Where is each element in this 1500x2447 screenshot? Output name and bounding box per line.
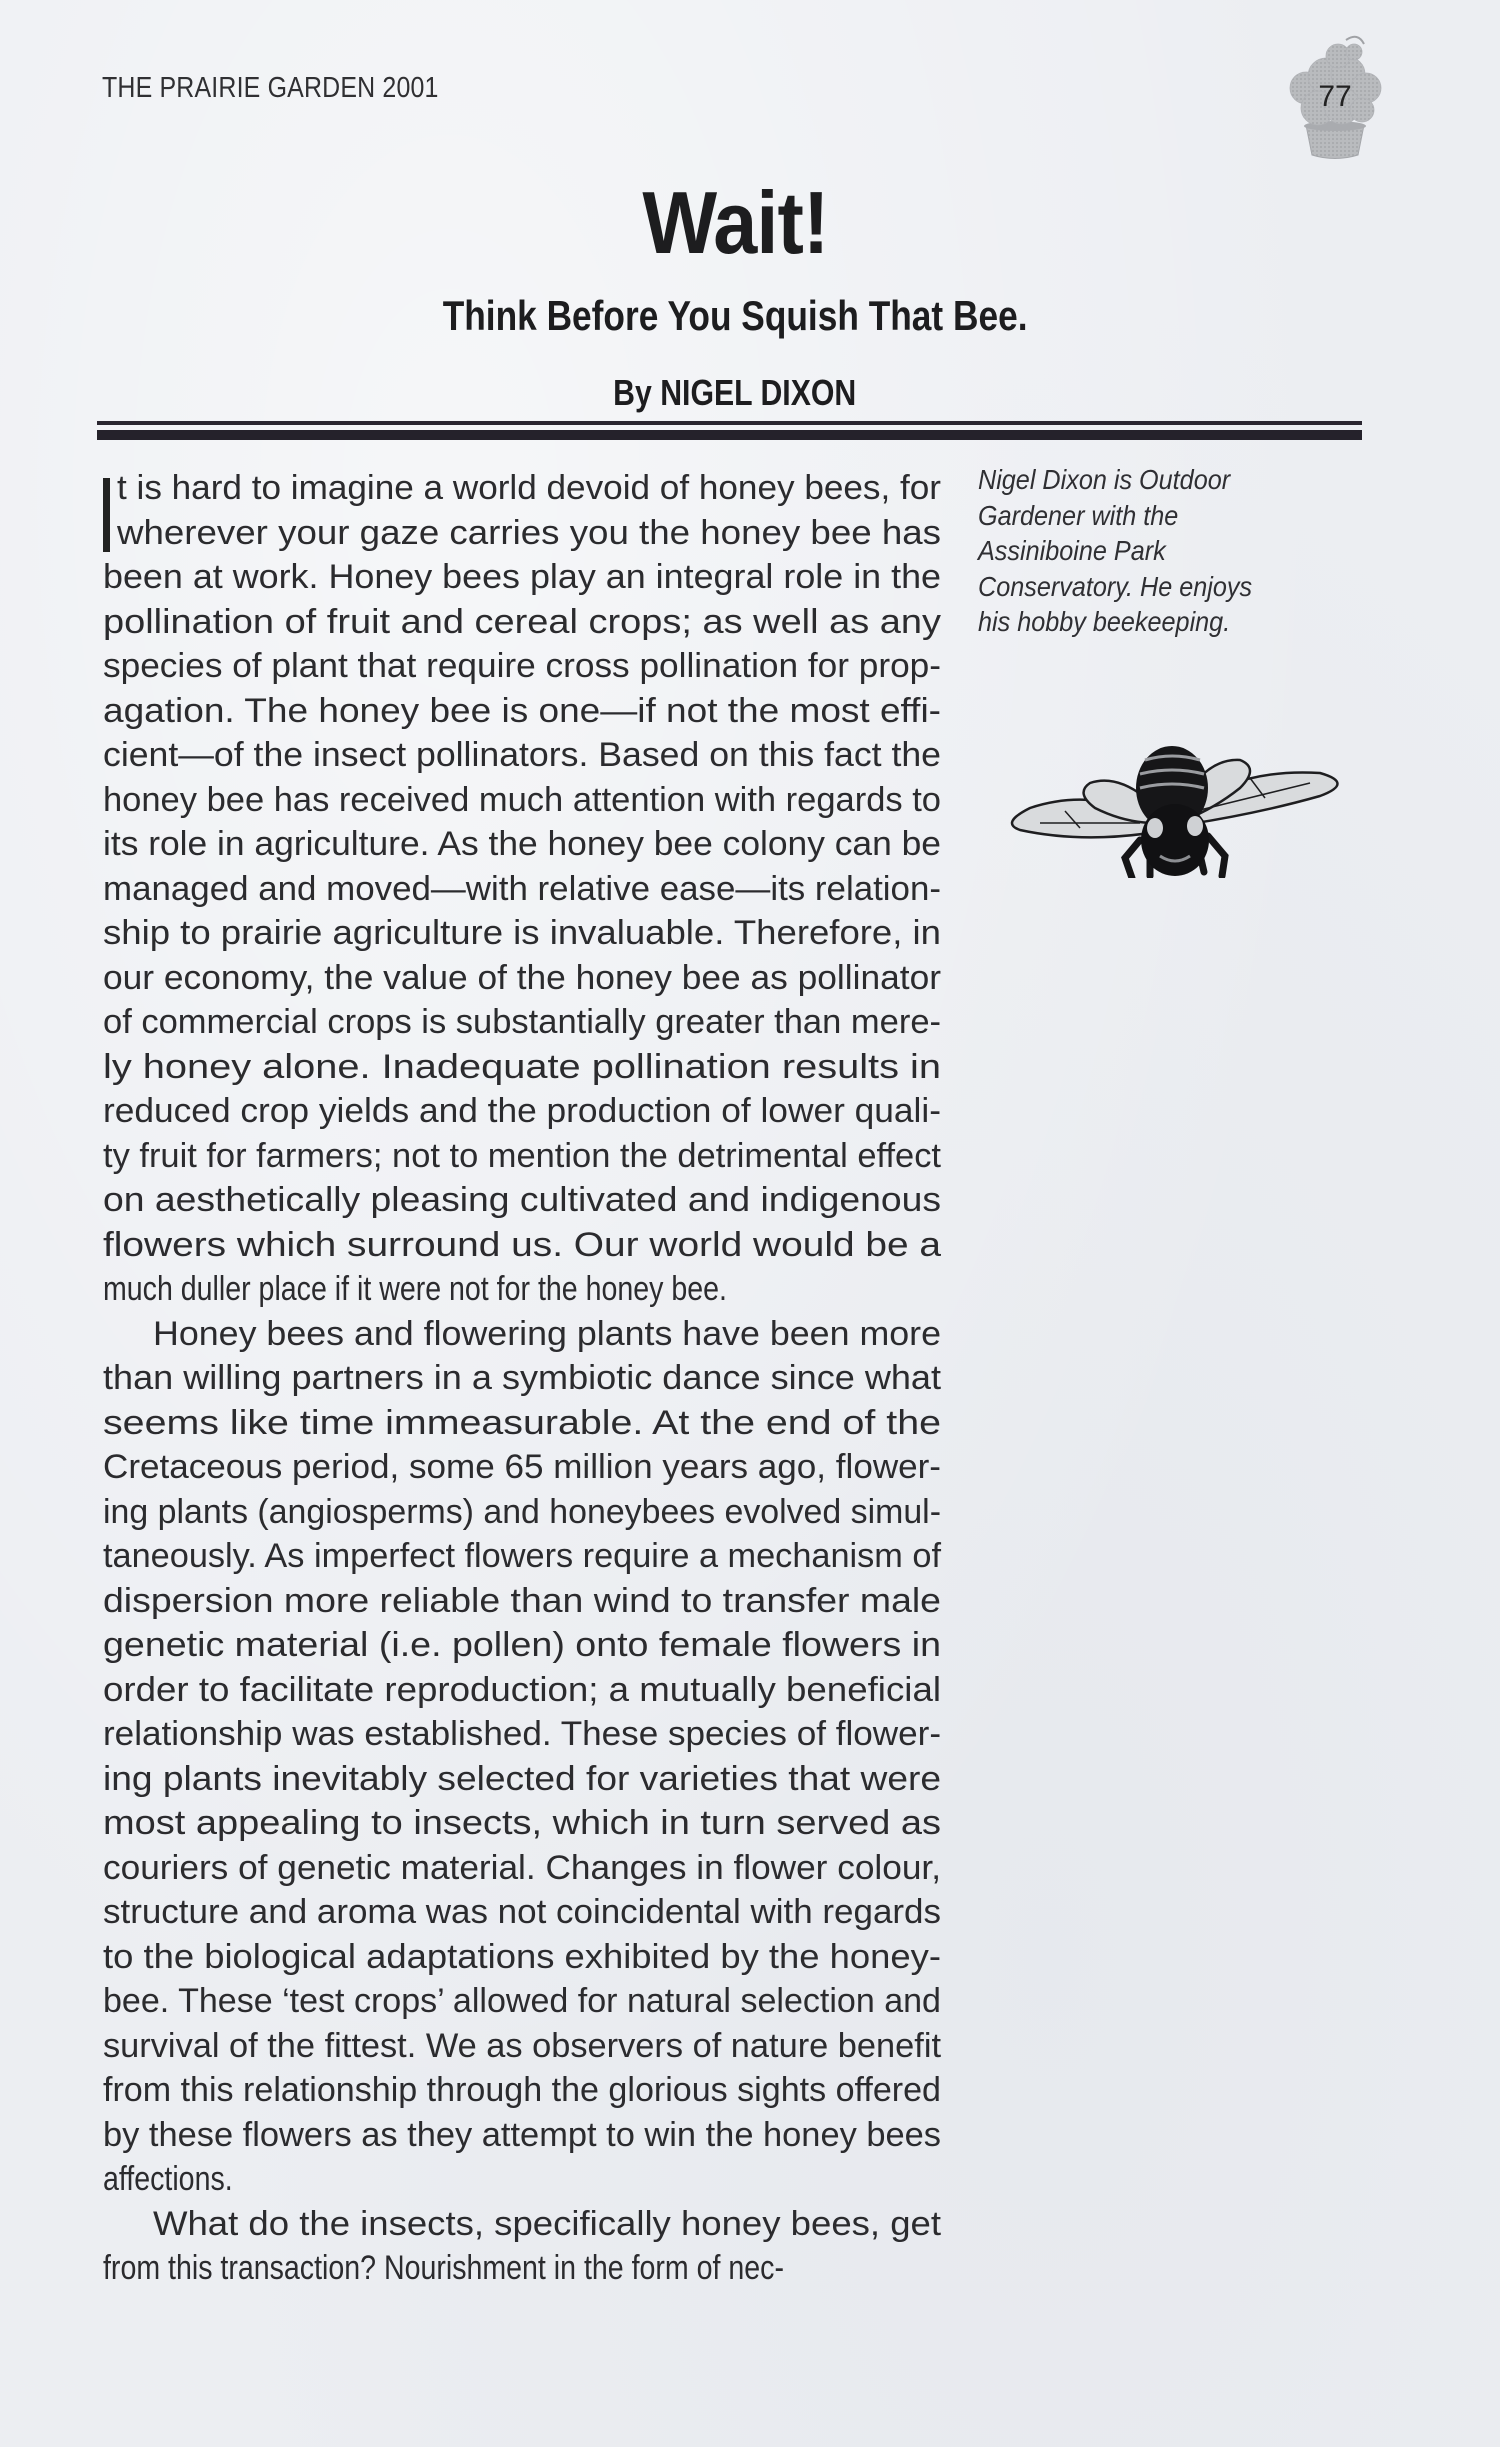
article-line-text: been at work. Honey bees play an integral role in the	[103, 558, 941, 596]
article-line	[103, 2157, 941, 2202]
article-line-text: ing plants (angiosperms) and honeybees evolved simul-	[103, 1492, 941, 1531]
article-line-text: seems like time immeasurable. At the end of the	[103, 1403, 941, 1442]
article-line-text: its role in agriculture. As the honey bee colony can be	[103, 825, 941, 863]
article-line	[103, 1757, 941, 1802]
byline-text: By NIGEL DIXON	[613, 372, 857, 413]
article-line-text: to the biological adaptations exhibited by the honey-	[103, 1937, 941, 1976]
byline	[0, 372, 1470, 414]
article-line	[103, 1490, 941, 1535]
article-line	[103, 822, 941, 867]
article-title	[0, 172, 1470, 274]
article-subtitle	[0, 292, 1470, 340]
article-line	[103, 511, 941, 556]
article-line-text: than willing partners in a symbiotic dance since what	[103, 1359, 942, 1397]
author-bio-line-text: Conservatory. He enjoys	[978, 570, 1253, 602]
article-line-text: ing plants inevitably selected for varieties that were	[103, 1759, 941, 1798]
article-line-text: managed and moved—with relative ease—its relation-	[103, 869, 941, 908]
article-line-text: agation. The honey bee is one—if not the most effi-	[103, 691, 941, 730]
author-bio-line-text: Nigel Dixon is Outdoor	[978, 464, 1231, 495]
article-line-text: Cretaceous period, some 65 million years ago, flower-	[103, 1448, 941, 1486]
article-line	[103, 1979, 941, 2024]
article-line	[103, 1178, 941, 1223]
article-line-text: on aesthetically pleasing cultivated and indigenous	[103, 1181, 941, 1219]
author-bio	[978, 462, 1338, 640]
article-line-text: ty fruit for farmers; not to mention the detrimental effect	[103, 1136, 941, 1175]
article-body	[103, 466, 941, 2291]
article-line-text: structure and aroma was not coincidental with regards	[103, 1893, 941, 1931]
article-line	[103, 466, 941, 511]
article-line-text: What do the insects, specifically honey bees, get	[153, 2204, 941, 2243]
article-line	[103, 1623, 941, 1668]
article-line	[103, 1935, 941, 1980]
article-line	[103, 555, 941, 600]
page-number: 77	[1318, 80, 1352, 113]
article-line	[103, 1712, 941, 1757]
article-line	[103, 2068, 941, 2113]
author-bio-line	[978, 533, 1338, 569]
article-line-text: genetic material (i.e. pollen) onto female flowers in	[103, 1626, 941, 1664]
article-line-text: our economy, the value of the honey bee as pollinator	[103, 958, 941, 997]
author-bio-line	[978, 498, 1338, 534]
article-line-text: flowers which surround us. Our world would be a	[103, 1225, 941, 1264]
article-line	[103, 1312, 941, 1357]
article-line-text: of commercial crops is substantially greater than mere-	[103, 1003, 941, 1041]
article-line-text: honey bee has received much attention with regards to	[103, 780, 941, 819]
article-line-text: species of plant that require cross pollination for prop-	[103, 647, 941, 685]
article-line	[103, 2246, 941, 2291]
article-line	[103, 1267, 941, 1312]
article-line	[103, 1134, 941, 1179]
author-bio-line	[978, 569, 1338, 605]
article-line-text: from this relationship through the glorious sights offered	[103, 2071, 941, 2109]
article-line-text: survival of the fittest. We as observers of nature benefit	[103, 2026, 942, 2065]
article-line-text: reduced crop yields and the production of lower quali-	[103, 1092, 941, 1130]
author-bio-line-text: Assiniboine Park	[978, 535, 1166, 566]
article-title-text: Wait!	[641, 173, 829, 272]
article-line	[103, 600, 941, 645]
article-line-text: wherever your gaze carries you the honey bee has	[117, 513, 941, 552]
article-line-text: dispersion more reliable than wind to transfer male	[103, 1581, 942, 1620]
article-line-text: pollination of fruit and cereal crops; as well as any	[103, 602, 941, 641]
article-line-text: Honey bees and flowering plants have been more	[153, 1314, 941, 1353]
article-line	[103, 1846, 941, 1891]
article-line	[103, 1890, 941, 1935]
article-line-text: affections.	[103, 2160, 233, 2198]
header-rule-thin	[97, 421, 1362, 425]
article-line-text: bee. These ‘test crops’ allowed for natural selection and	[103, 1982, 941, 2020]
article-line-text: ly honey alone. Inadequate pollination results in	[103, 1047, 941, 1086]
article-line	[103, 867, 941, 912]
article-line-text: much duller place if it were not for the honey bee.	[103, 1270, 727, 1308]
article-line	[103, 956, 941, 1001]
article-subtitle-text: Think Before You Squish That Bee.	[442, 292, 1028, 339]
author-bio-line	[978, 462, 1338, 498]
article-line	[103, 1445, 941, 1490]
article-line	[103, 1401, 941, 1446]
article-line	[103, 2113, 941, 2158]
article-line-text: couriers of genetic material. Changes in flower colour,	[103, 1848, 941, 1887]
article-line	[103, 1045, 941, 1090]
article-line	[103, 733, 941, 778]
article-line-text: t is hard to imagine a world devoid of honey bees, for	[117, 469, 941, 507]
article-line-text: relationship was established. These species of flower-	[103, 1715, 941, 1753]
article-line	[103, 644, 941, 689]
author-bio-line	[978, 604, 1338, 640]
article-line-text: by these flowers as they attempt to win the honey bees	[103, 2115, 942, 2154]
article-line	[103, 2024, 941, 2069]
article-line-text: most appealing to insects, which in turn served as	[103, 1804, 941, 1842]
article-line-text: order to facilitate reproduction; a mutually beneficial	[103, 1670, 941, 1709]
article-line	[103, 689, 941, 734]
article-line	[103, 1000, 941, 1045]
article-line-text: cient—of the insect pollinators. Based on this fact the	[103, 736, 941, 774]
page-number-badge	[1276, 30, 1394, 165]
flying-bee-icon	[990, 728, 1350, 878]
article-line	[103, 1534, 941, 1579]
article-line	[103, 1801, 941, 1846]
article-line-text: from this transaction? Nourishment in the form of nec-	[103, 2249, 784, 2287]
article-line-text: taneously. As imperfect flowers require a mechanism of	[103, 1537, 941, 1575]
header-rule-thick	[97, 430, 1362, 440]
author-bio-line-text: Gardener with the	[978, 499, 1179, 531]
article-line-text: ship to prairie agriculture is invaluable. Therefore, in	[103, 914, 942, 952]
article-line	[103, 1668, 941, 1713]
article-line	[103, 1579, 941, 1624]
article-line	[103, 1223, 941, 1268]
running-head: THE PRAIRIE GARDEN 2001	[102, 72, 439, 104]
article-line	[103, 1356, 941, 1401]
author-bio-line-text: his hobby beekeeping.	[978, 606, 1231, 637]
article-line	[103, 778, 941, 823]
article-line	[103, 1089, 941, 1134]
article-line	[103, 2202, 941, 2247]
article-line	[103, 911, 941, 956]
